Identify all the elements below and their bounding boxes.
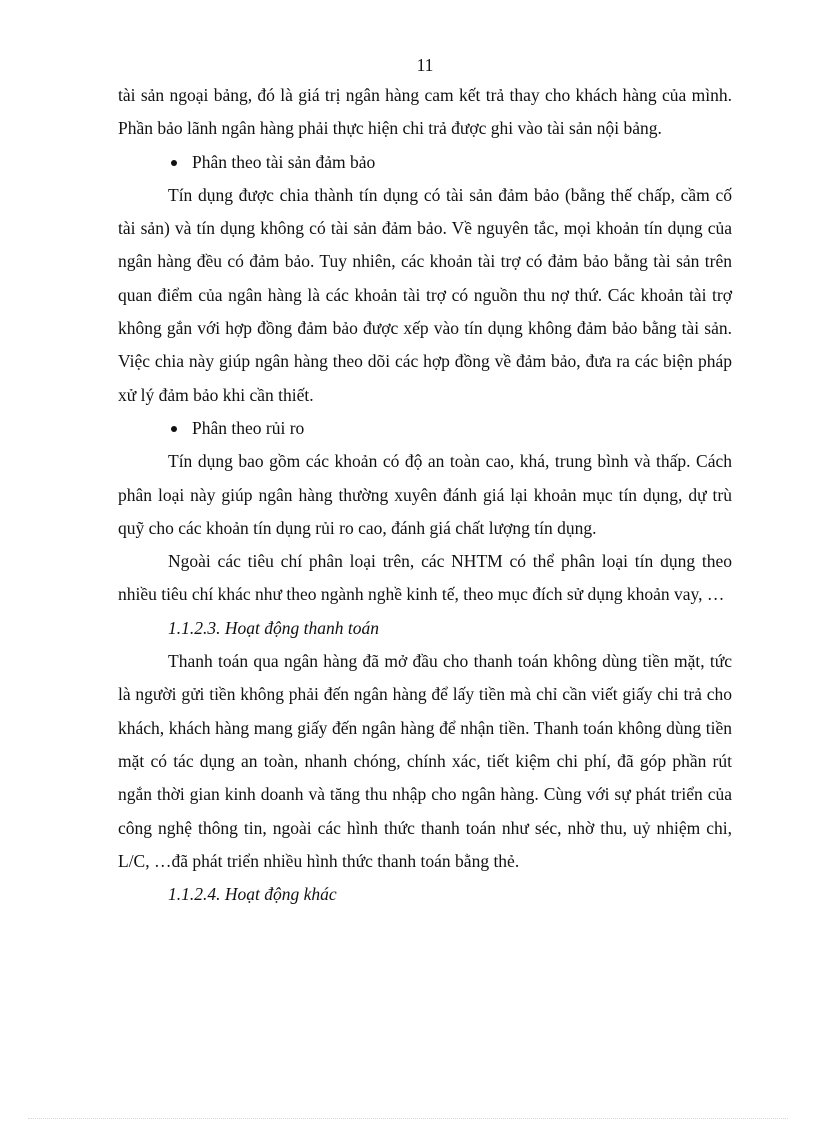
- page-number: 11: [416, 55, 434, 75]
- paragraph-other-criteria: Ngoài các tiêu chí phân loại trên, các NHTM có thể phân loại tín dụng theo nhiều tiêu chí khác như theo ngành nghề kinh tế, theo mục đích sử dụng khoản vay, …: [118, 551, 732, 605]
- paragraph-risk: Tín dụng bao gồm các khoản có độ an toàn cao, khá, trung bình và thấp. Cách phân loại này giúp ngân hàng thường xuyên đánh giá lại khoản mục tín dụng, dự trù quỹ cho các khoản tín dụng rủi ro cao, đánh giá chất lượng tín dụng.: [118, 451, 732, 538]
- section-heading-payment: 1.1.2.3. Hoạt động thanh toán: [168, 617, 379, 638]
- section-heading-other: 1.1.2.4. Hoạt động khác: [168, 884, 337, 905]
- bullet-collateral: [118, 146, 732, 179]
- paragraph-payment: Thanh toán qua ngân hàng đã mở đầu cho thanh toán không dùng tiền mặt, tức là người gửi tiền không phải đến ngân hàng để lấy tiền mà chỉ cần viết giấy chi trả cho khách, khách hàng mang giấy đến ngân hàng để nhận tiền. Thanh toán không dùng tiền mặt có tác dụng an toàn, nhanh chóng, chính xác, tiết kiệm chi phí, đã góp phần rút ngắn thời gian kinh doanh và tăng thu nhập cho ngân hàng. Cùng với sự phát triển của công nghệ thông tin, ngoài các hình thức thanh toán như séc, nhờ thu, uỷ nhiệm chi, L/C, …đã phát triển nhiều hình thức thanh toán bằng thẻ.: [118, 651, 732, 871]
- page-bottom-divider: [28, 1118, 788, 1119]
- paragraph-collateral: Tín dụng được chia thành tín dụng có tài sản đảm bảo (bằng thế chấp, cầm cố tài sản) và tín dụng không có tài sản đảm bảo. Về nguyên tắc, mọi khoản tín dụng của ngân hàng đều có đảm bảo. Tuy nhiên, các khoản tài trợ có đảm bảo bằng tài sản trên quan điểm của ngân hàng là các khoản tài trợ có nguồn thu nợ thứ. Các khoản tài trợ không gắn với hợp đồng đảm bảo được xếp vào tín dụng không đảm bảo bằng tài sản. Việc chia này giúp ngân hàng theo dõi các hợp đồng về đảm bảo, đưa ra các biện pháp xử lý đảm bảo khi cần thiết.: [118, 184, 732, 405]
- bullet-risk: [118, 412, 732, 445]
- page-content: [118, 52, 732, 911]
- bullet-label: Phân theo tài sản đảm bảo: [192, 151, 376, 172]
- bullet-label: Phân theo rủi ro: [192, 417, 305, 438]
- paragraph-guarantee-continuation: tài sản ngoại bảng, đó là giá trị ngân hàng cam kết trả thay cho khách hàng của mình. Phần bảo lãnh ngân hàng phải thực hiện chi trả được ghi vào tài sản nội bảng.: [118, 85, 732, 139]
